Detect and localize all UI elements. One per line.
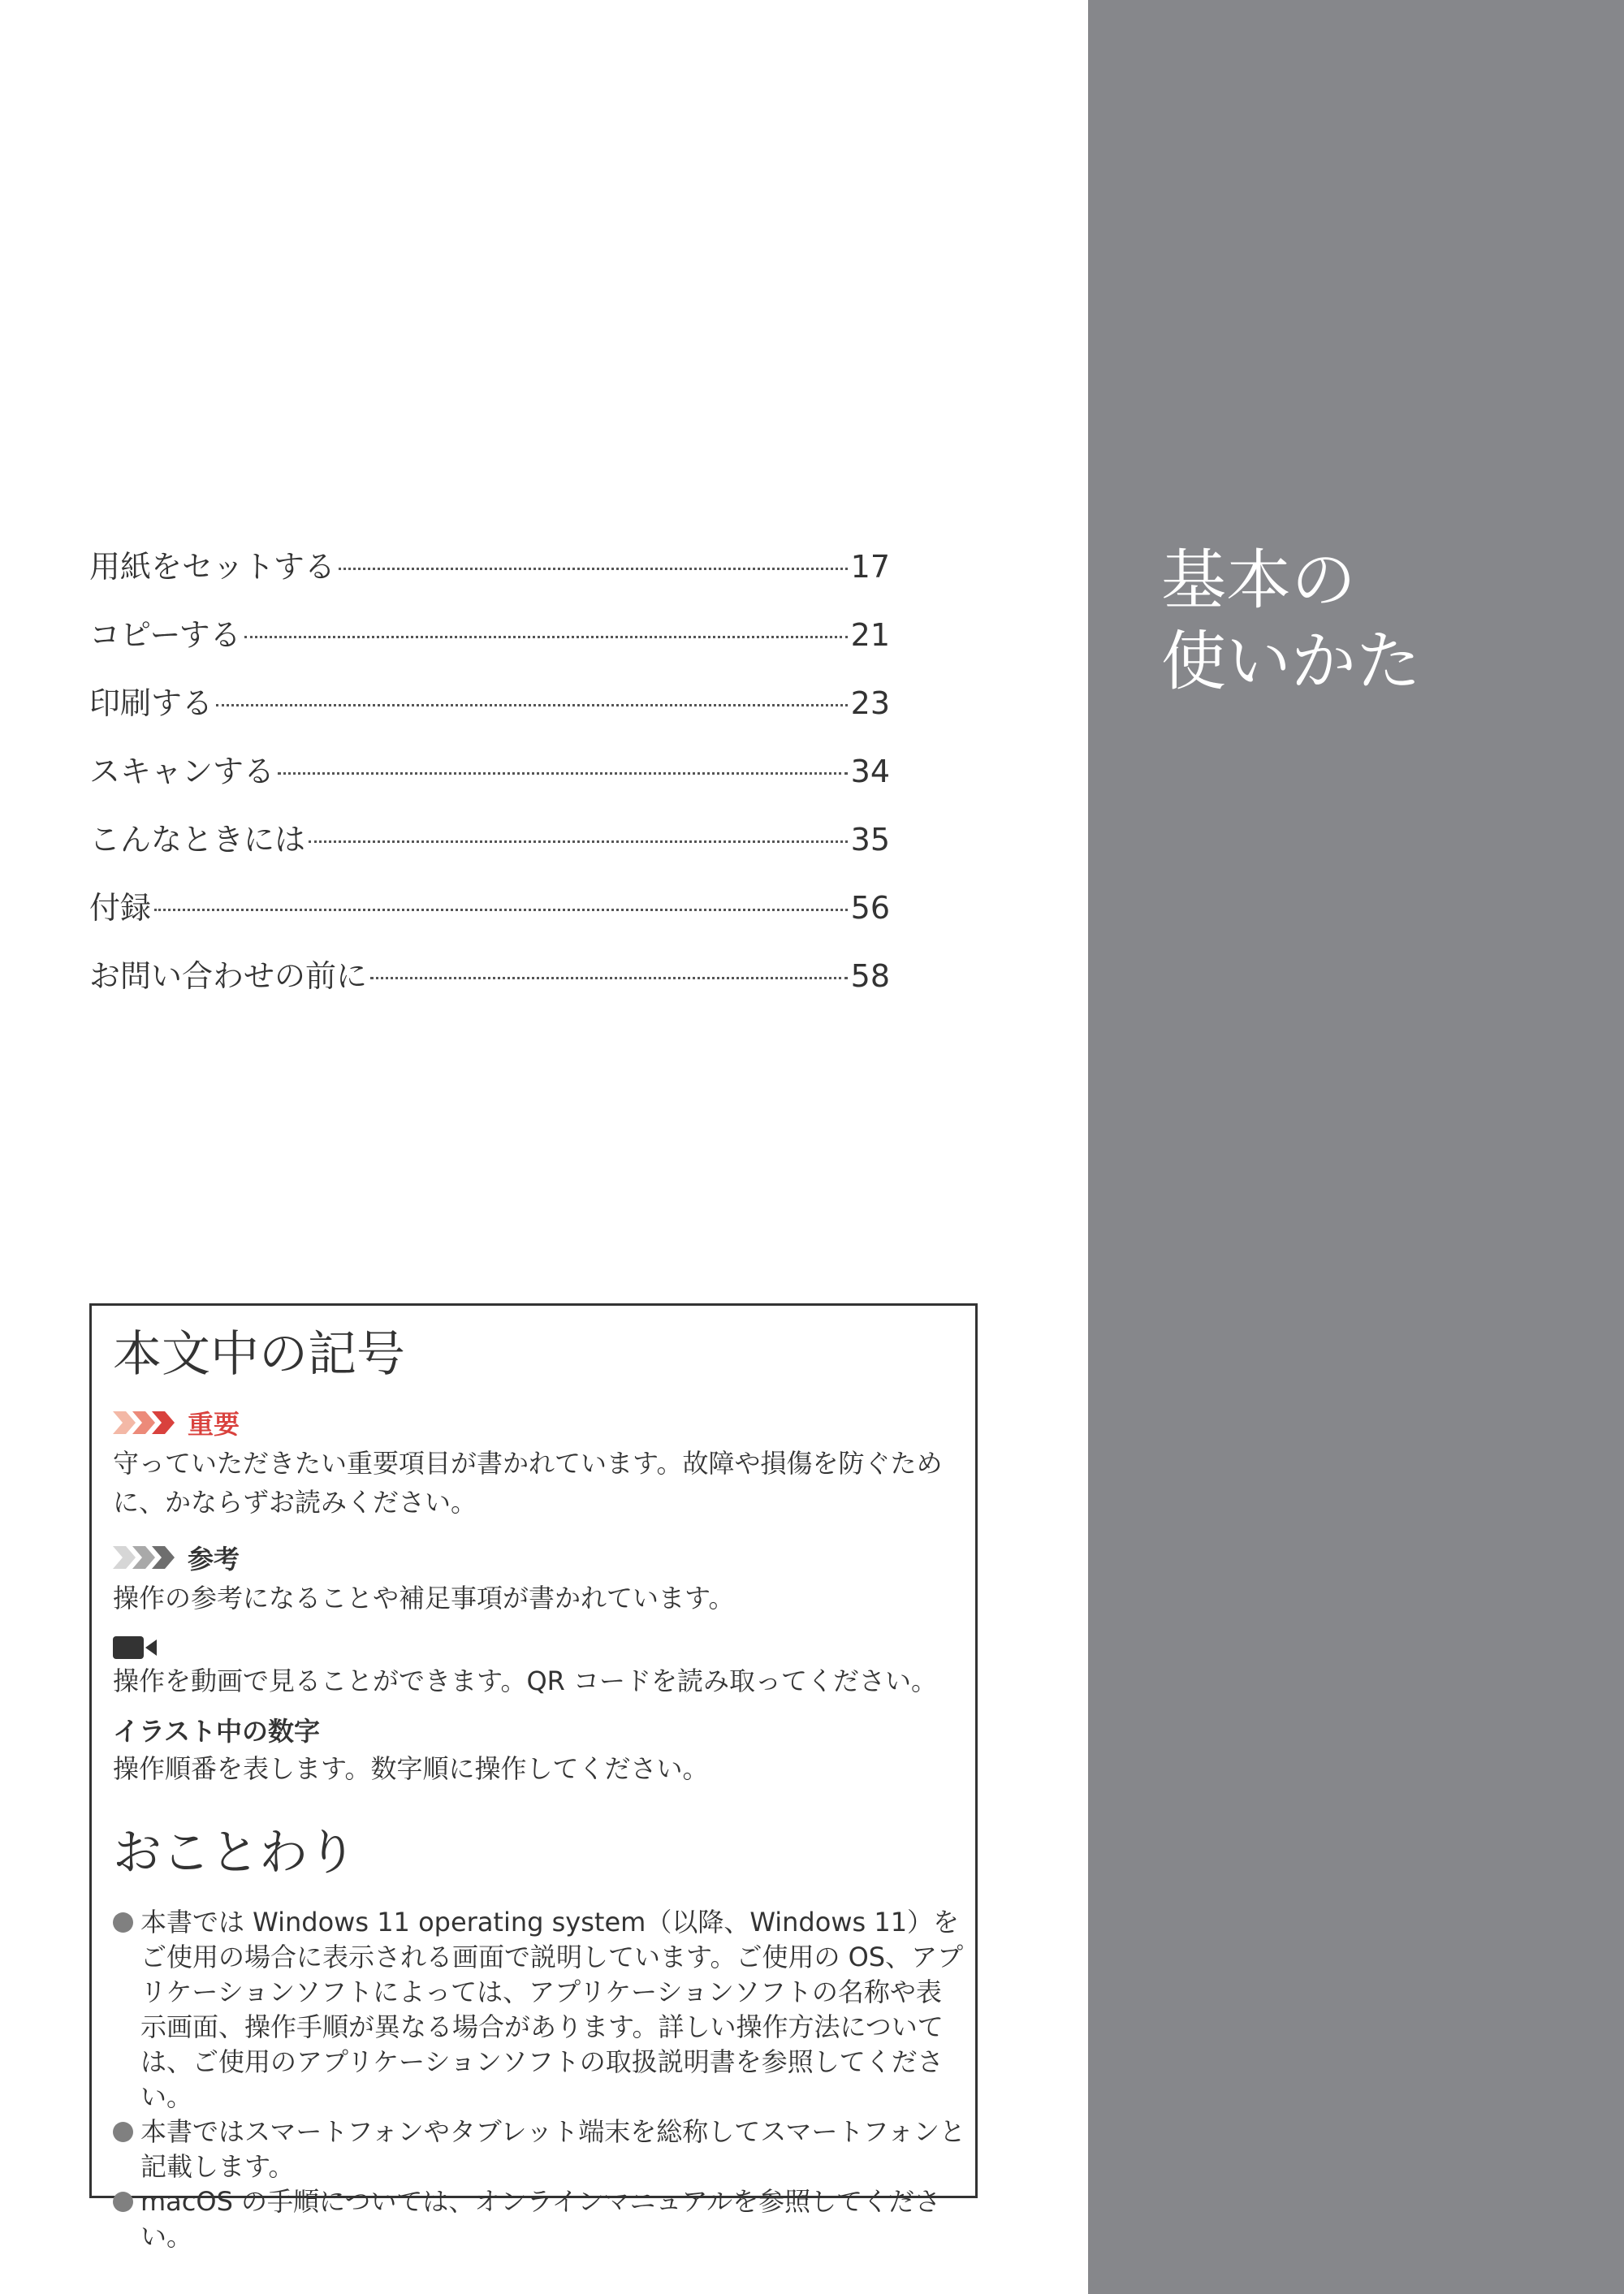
toc-item-copy[interactable] [89,611,890,679]
toc-dot-leader [216,704,848,706]
toc-page-number: 58 [850,958,890,994]
toc-page-number: 21 [850,617,890,653]
symbols-heading: 本文中の記号 [113,1326,405,1383]
toc-page-number: 23 [850,685,890,721]
video-camera-icon [113,1635,158,1663]
important-label: 重要 [188,1409,240,1440]
toc-dot-leader [244,636,848,638]
chapter-title-line-2: 使いかた [1161,624,1421,699]
toc-item-before-contact[interactable] [89,952,890,1020]
toc-dot-leader [154,909,848,911]
table-of-contents [89,542,890,1020]
toc-item-print[interactable] [89,679,890,747]
reference-chevron-icon [113,1544,178,1570]
reference-description: 操作の参考になることや補足事項が書かれています。 [113,1583,735,1614]
disclaimer-item [113,1905,965,2115]
illustration-numbers-description: 操作順番を表します。数字順に操作してください。 [113,1753,709,1784]
disclaimer-list [113,1905,965,2254]
illustration-numbers-label: イラスト中の数字 [113,1716,321,1747]
important-marker [113,1406,240,1439]
toc-page-number: 17 [850,549,890,585]
video-description: 操作を動画で見ることができます。QR コードを読み取ってください。 [113,1665,938,1696]
disclaimer-text: macOS の手順については、オンラインマニュアルを参照してください。 [140,2186,941,2252]
toc-label: こんなときには [89,822,306,858]
disclaimer-item [113,2115,965,2184]
toc-page-number: 56 [850,890,890,926]
toc-dot-leader [370,977,848,979]
disclaimer-heading: おことわり [113,1825,356,1881]
important-chevron-icon [113,1410,178,1436]
video-marker [113,1633,158,1665]
bullet-icon [113,1912,133,1933]
chapter-side-panel [1088,0,1624,2294]
toc-dot-leader [278,772,848,775]
symbols-and-disclaimer-box [89,1303,978,2252]
toc-label: スキャンする [89,754,275,789]
toc-dot-leader [309,840,848,843]
toc-label: 付録 [89,890,152,926]
toc-item-appendix[interactable] [89,883,890,952]
toc-page-number: 35 [850,822,890,858]
toc-label: お問い合わせの前に [89,958,368,994]
toc-label: コピーする [89,617,241,653]
bullet-icon [113,2122,133,2142]
disclaimer-text: 本書では Windows 11 operating system（以降、Windows 11）をご使用の場合に表示される画面で説明しています。ご使用の OS、アプリケーションソフトによっては、アプリケーションソフトの名称や表示画面、操作手順が異なる場合があります。詳しい操作方法については、ご使用のアプリケーションソフトの取扱説明書を参照してください。 [140,1907,964,2112]
reference-marker [113,1541,240,1574]
toc-page-number: 34 [850,754,890,789]
chapter-title-line-1: 基本の [1161,542,1356,618]
reference-label: 参考 [188,1544,240,1575]
disclaimer-item [113,2184,965,2254]
toc-label: 印刷する [89,685,214,721]
toc-dot-leader [339,568,848,570]
toc-label: 用紙をセットする [89,549,335,585]
disclaimer-text: 本書ではスマートフォンやタブレット端末を総称してスマートフォンと記載します。 [140,2116,966,2182]
toc-item-troubleshooting[interactable] [89,815,890,883]
chapter-title [1161,540,1421,702]
toc-item-paper[interactable] [89,542,890,611]
toc-item-scan[interactable] [89,747,890,815]
bullet-icon [113,2192,133,2212]
important-description: 守っていただきたい重要項目が書かれています。故障や損傷を防ぐために、かならずお読みください。 [113,1448,943,1518]
